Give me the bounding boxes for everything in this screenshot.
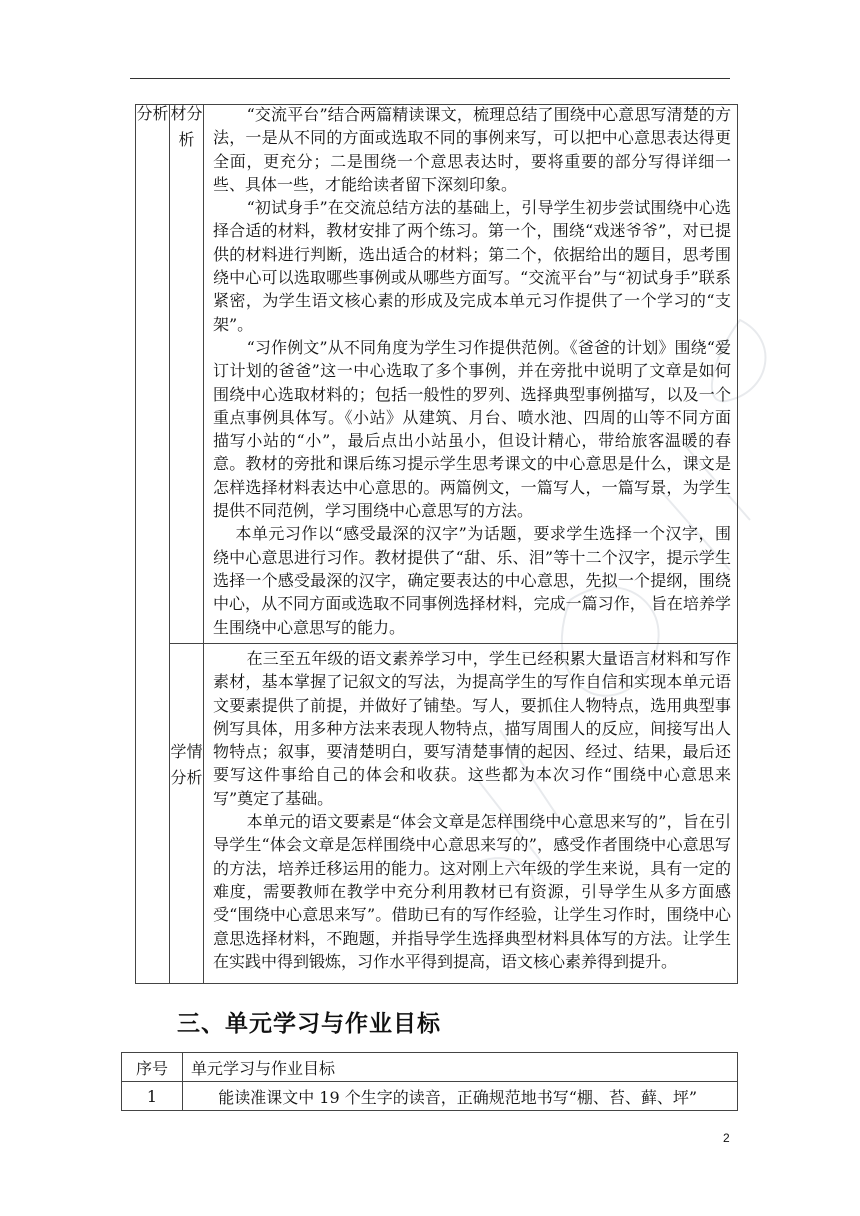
paragraph: “初试身手”在交流总结方法的基础上，引导学生初步尝试围绕中心选择合适的材料，教材安排了两个练习。第一个，围绕“戏迷爷爷”，对已提供的材料进行判断，选出适合的材料；第二个，依据给出的题目，思考围绕中心可以选取哪些事例或从哪些方面写。“交流平台”与“初试身手”联系紧密，为学生语文核心素的形成及完成本单元习作提供了一个学习的“支架”。 — [213, 198, 731, 334]
column-header-number: 序号 — [122, 1053, 183, 1082]
table-divider — [203, 105, 204, 983]
row-number: 1 — [122, 1082, 183, 1111]
table-row — [122, 1082, 738, 1111]
paragraph: 本单元习作以“感受最深的汉字”为话题，要求学生选择一个汉字，围绕中心意思进行习作。教材提供了“甜、乐、泪”等十二个汉字，提示学生选择一个感受最深的汉字，确定要表达的中心意思，先拟一个提纲，围绕中心，从不同方面或选取不同事例选择材料，完成一篇习作， 旨在培养学生围绕中心意思写的能力。 — [213, 524, 731, 637]
table-divider — [169, 643, 737, 644]
table-divider — [169, 105, 170, 983]
goals-table — [121, 1052, 738, 1111]
table-header-row — [122, 1053, 738, 1082]
row-goal: 能读准课文中 19 个生字的读音，正确规范地书写“棚、苔、藓、坪” — [183, 1082, 738, 1111]
learner-analysis-label: 学情分析 — [170, 742, 203, 787]
learner-analysis-text — [213, 647, 731, 973]
paragraph: “交流平台”结合两篇精读课文，梳理总结了围绕中心意思写清楚的方法，一是从不同的方面或选取不同的事例来写，可以把中心意思表达得更全面，更充分；二是围绕一个意思表达时，要将重要的部分写得详细一些、具体一些，才能给读者留下深刻印象。 — [213, 105, 731, 194]
column-header-goal: 单元学习与作业目标 — [183, 1053, 738, 1082]
section-title: 三、单元学习与作业目标 — [177, 1011, 441, 1037]
teaching-material-label: 材分析 — [170, 104, 203, 149]
page-number: 2 — [723, 1131, 730, 1145]
header-rule — [130, 78, 730, 79]
analysis-label: 分析 — [136, 104, 169, 123]
teaching-material-text — [213, 103, 731, 639]
paragraph: 在三至五年级的语文素养学习中，学生已经积累大量语言材料和写作素材，基本掌握了记叙文的写法，为提高学生的写作自信和实现本单元语文要素提供了前提，并做好了铺垫。写人，要抓住人物特点，选用典型事例写具体，用多种方法来表现人物特点，描写周围人的反应，间接写出人物特点；叙事，要清楚明白，要写清楚事情的起因、经过、结果，最后还要写这件事给自己的体会和收获。这些都为本次习作“围绕中心意思来写”奠定了基础。 — [213, 649, 731, 808]
analysis-table — [135, 104, 738, 984]
paragraph: “习作例文”从不同角度为学生习作提供范例。《爸爸的计划》围绕“爱订计划的爸爸”这一中心选取了多个事例，并在旁批中说明了文章是如何围绕中心选取材料的；包括一般性的罗列、选择典型事例描写，以及一个重点事例具体写。《小站》从建筑、月台、喷水池、四周的山等不同方面描写小站的“小”，最后点出小站虽小，但设计精心，带给旅客温暖的春意。教材的旁批和课后练习提示学生思考课文的中心意思是什么，课文是怎样选择材料表达中心意思的。两篇例文，一篇写人，一篇写景，为学生提供不同范例，学习围绕中心意思写的方法。 — [213, 337, 731, 521]
paragraph: 本单元的语文要素是“体会文章是怎样围绕中心意思来写的”，旨在引导学生“体会文章是怎样围绕中心意思来写的”，感受作者围绕中心意思写的方法，培养迁移运用的能力。这对刚上六年级的学生来说，具有一定的难度，需要教师在教学中充分利用教材已有资源，引导学生从多方面感受“围绕中心意思来写”。借助已有的写作经验，让学生习作时，围绕中心意思选择材料，不跑题，并指导学生选择典型材料具体写的方法。让学生在实践中得到锻炼，习作水平得到提高，语文核心素养得到提升。 — [213, 812, 731, 971]
